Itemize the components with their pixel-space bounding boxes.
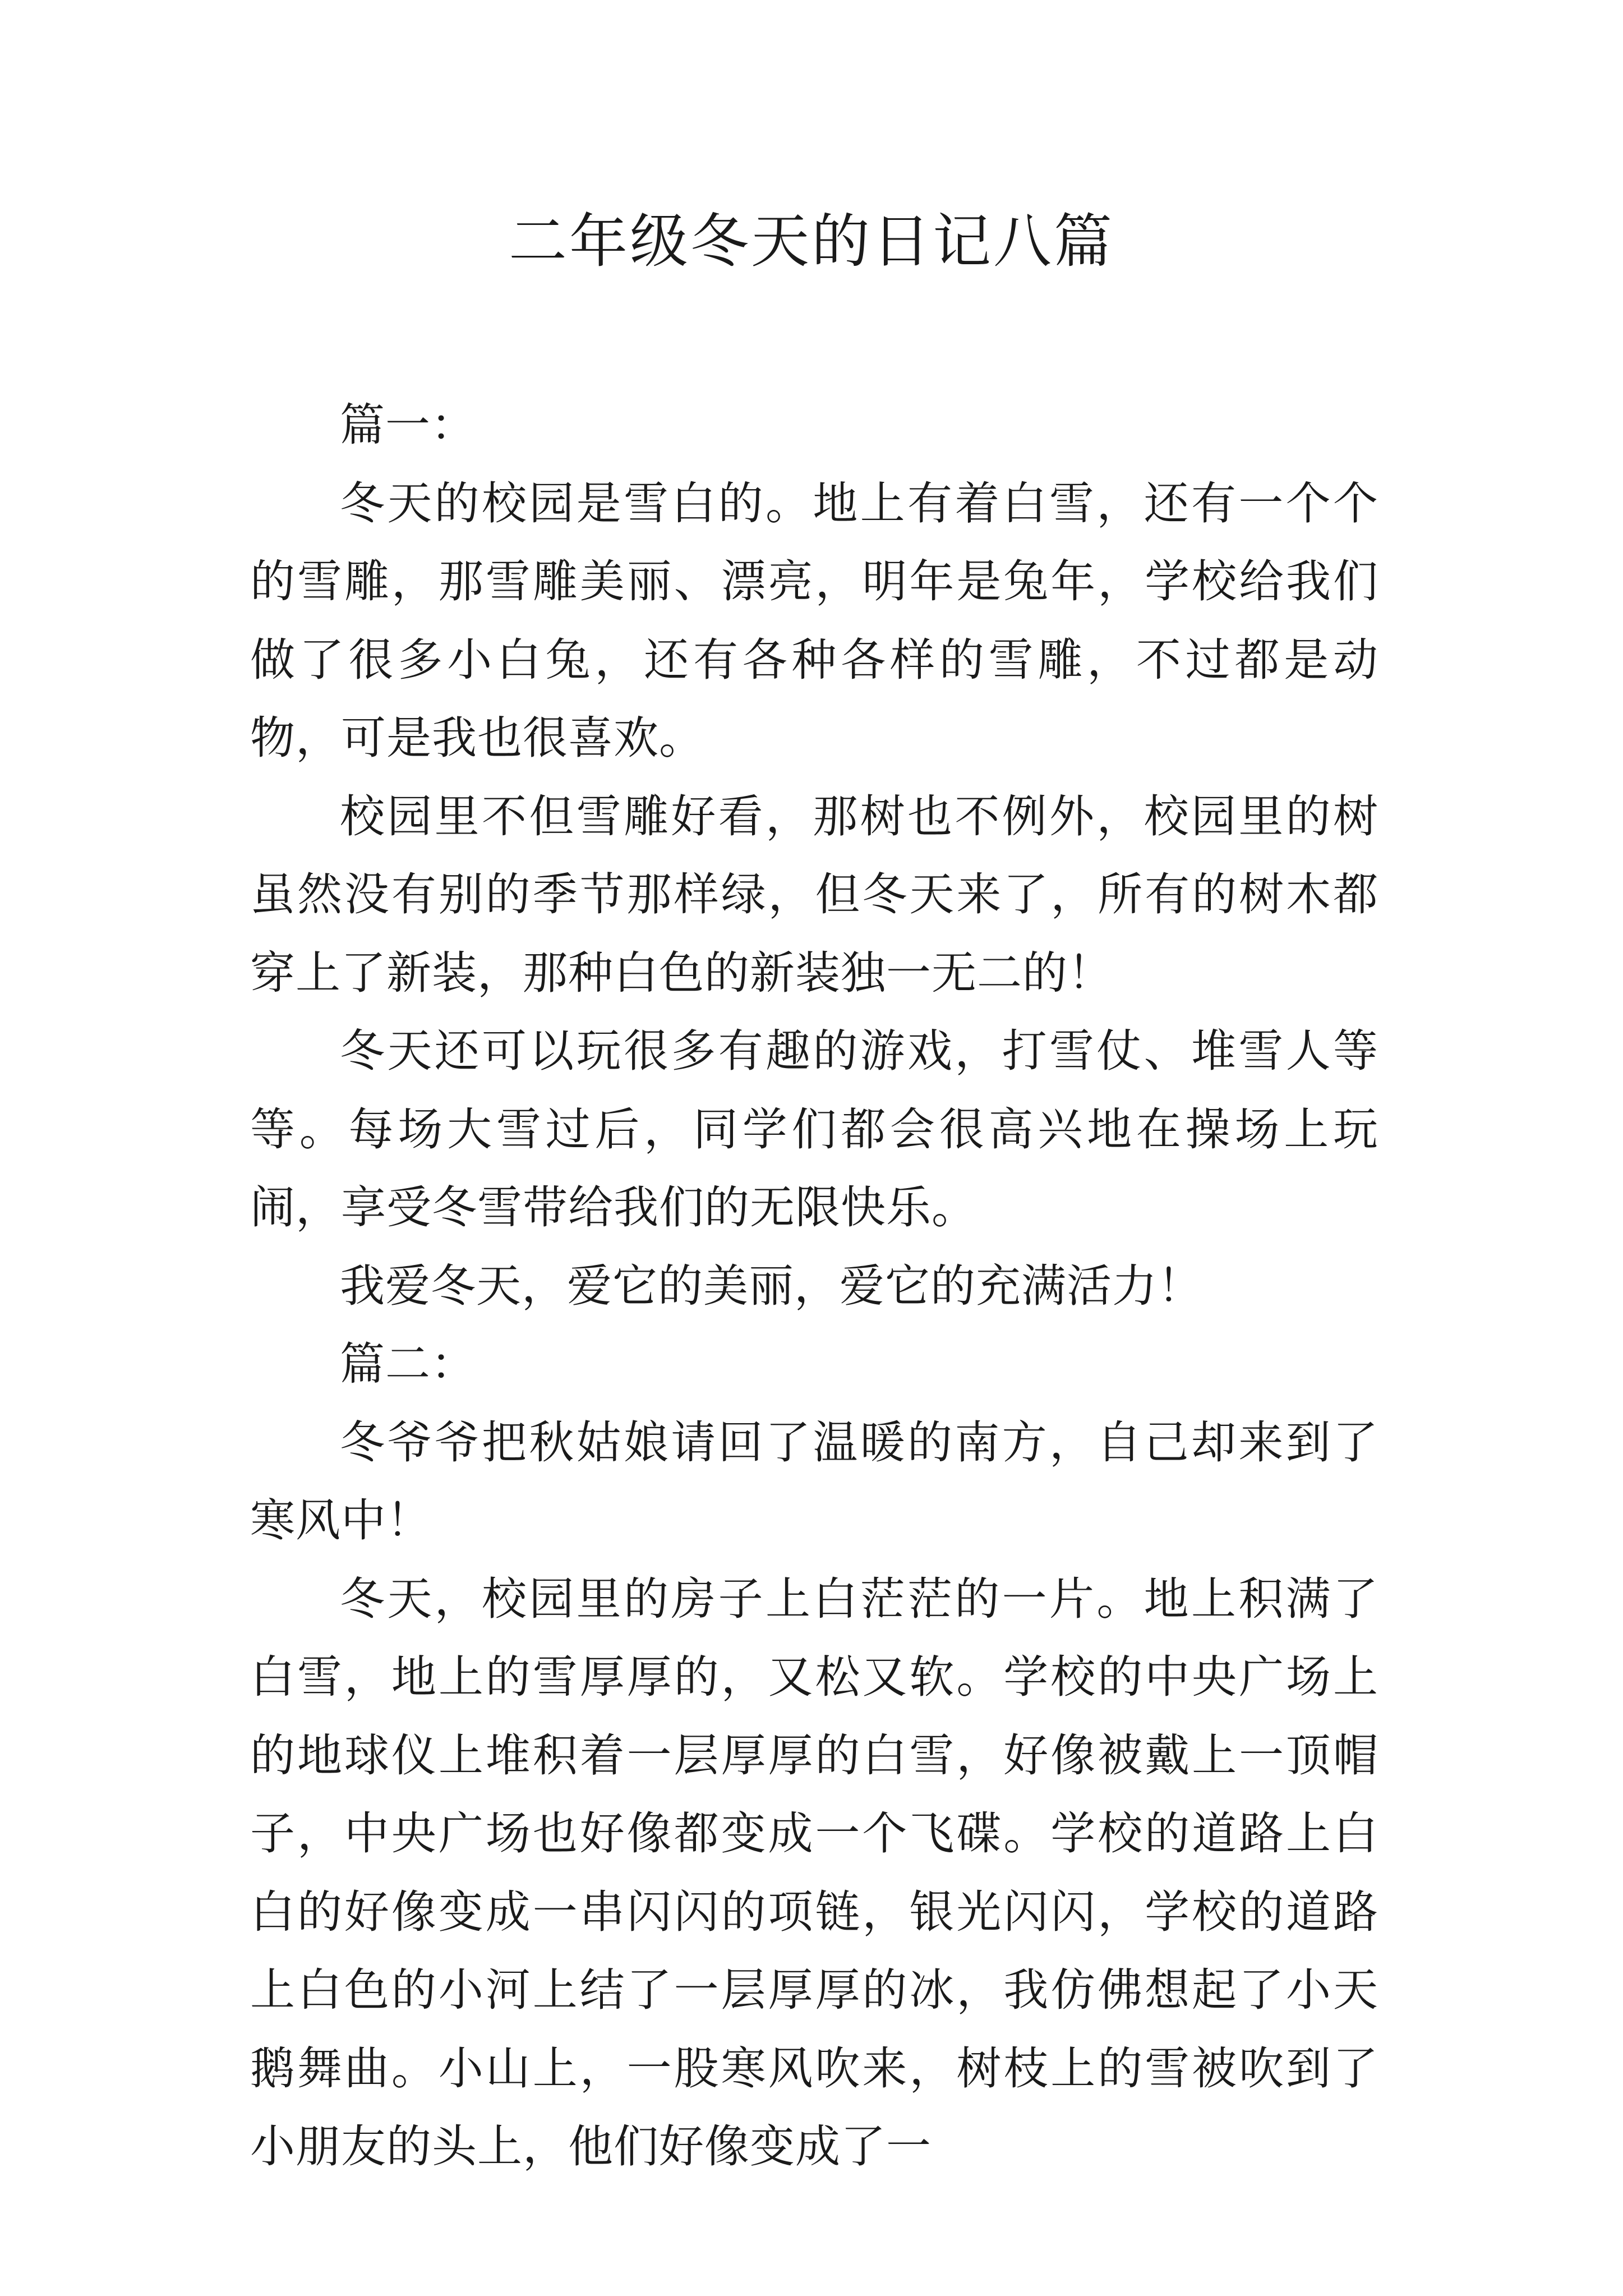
section-heading-2: 篇二：: [340, 1338, 476, 1390]
paragraph: 冬爷爷把秋姑娘请回了温暖的南方，自己却来到了寒风中！: [250, 1416, 1378, 1547]
section-heading-1: 篇一：: [340, 399, 476, 451]
paragraph: 校园里不但雪雕好看，那树也不例外，校园里的树虽然没有别的季节那样绿，但冬天来了，所有的树木都穿上了新装，那种白色的新装独一无二的！: [250, 790, 1378, 999]
document-title: 二年级冬天的日记八篇: [508, 207, 1114, 275]
paragraph: 冬天，校园里的房子上白茫茫的一片。地上积满了白雪，地上的雪厚厚的，又松又软。学校的中央广场上的地球仪上堆积着一层厚厚的白雪，好像被戴上一顶帽子，中央广场也好像都变成一个飞碟。学校的道路上白白的好像变成一串闪闪的项链，银光闪闪，学校的道路上白色的小河上结了一层厚厚的冰，我仿佛想起了小天鹅舞曲。小山上，一股寒风吹来，树枝上的雪被吹到了小朋友的头上，他们好像变成了一: [250, 1572, 1378, 2173]
document-body: [250, 386, 1378, 2186]
paragraph: 我爱冬天，爱它的美丽，爱它的充满活力！: [340, 1259, 1203, 1312]
paragraph: 冬天还可以玩很多有趣的游戏，打雪仗、堆雪人等等。每场大雪过后，同学们都会很高兴地在操场上玩闹，享受冬雪带给我们的无限快乐。: [250, 1025, 1378, 1234]
paragraph: 冬天的校园是雪白的。地上有着白雪，还有一个个的雪雕，那雪雕美丽、漂亮，明年是兔年，学校给我们做了很多小白兔，还有各种各样的雪雕，不过都是动物，可是我也很喜欢。: [250, 477, 1378, 764]
